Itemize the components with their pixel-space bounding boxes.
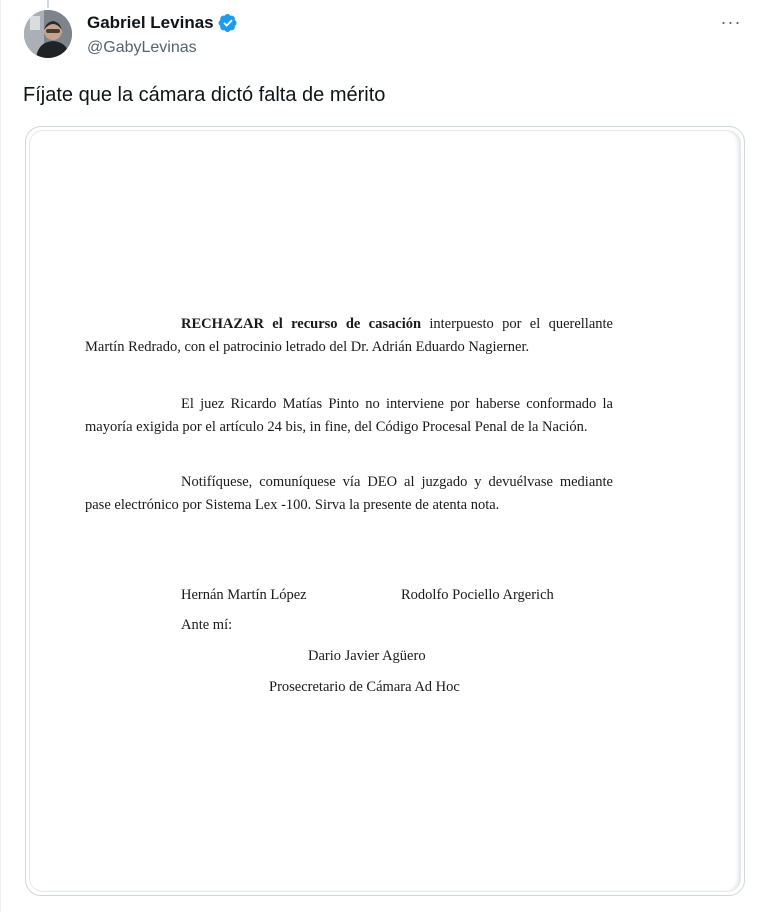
more-options-button[interactable]: [717, 10, 745, 34]
document-paragraph-2: [85, 393, 613, 439]
document-paragraph-2-text: El juez Ricardo Matías Pinto no interviene por haberse conformado la mayoría exigida por el artículo 24 bis, in fine, del Código Procesal Penal de la Nación.: [85, 396, 613, 435]
author-name[interactable]: Gabriel Levinas: [87, 13, 214, 32]
document-paragraph-3: [85, 471, 613, 517]
more-horizontal-icon: ···: [720, 12, 742, 32]
author-handle[interactable]: @GabyLevinas: [87, 39, 197, 56]
thread-connector-line: [47, 0, 49, 8]
document-image: [29, 130, 741, 892]
document-secretary-name: Dario Javier Agüero: [308, 648, 426, 664]
document-ruling-bold: RECHAZAR el recurso de casación: [181, 316, 422, 332]
media-attachment[interactable]: [25, 126, 745, 896]
document-signer-2: Rodolfo Pociello Argerich: [401, 587, 554, 603]
document-paragraph-1: [85, 313, 613, 359]
document-secretary-title: Prosecretario de Cámara Ad Hoc: [269, 679, 460, 695]
avatar[interactable]: [24, 10, 72, 58]
tweet-text: Fíjate que la cámara dictó falta de mérito: [23, 84, 386, 106]
author-name-row: [87, 11, 238, 35]
verified-badge-icon[interactable]: [218, 13, 238, 33]
avatar-photo-icon: [24, 10, 72, 58]
document-ante-mi: Ante mí:: [181, 617, 233, 633]
document-signer-1: Hernán Martín López: [181, 587, 307, 603]
document-paragraph-1-text: interpuesto por el querellante Martín Redrado, con el patrocinio letrado del Dr. Adrián Eduardo Nagierner.: [85, 316, 613, 355]
document-paragraph-3-text: Notifíquese, comuníquese vía DEO al juzgado y devuélvase mediante pase electrónico por Sistema Lex -100. Sirva la presente de atenta nota.: [85, 474, 613, 513]
